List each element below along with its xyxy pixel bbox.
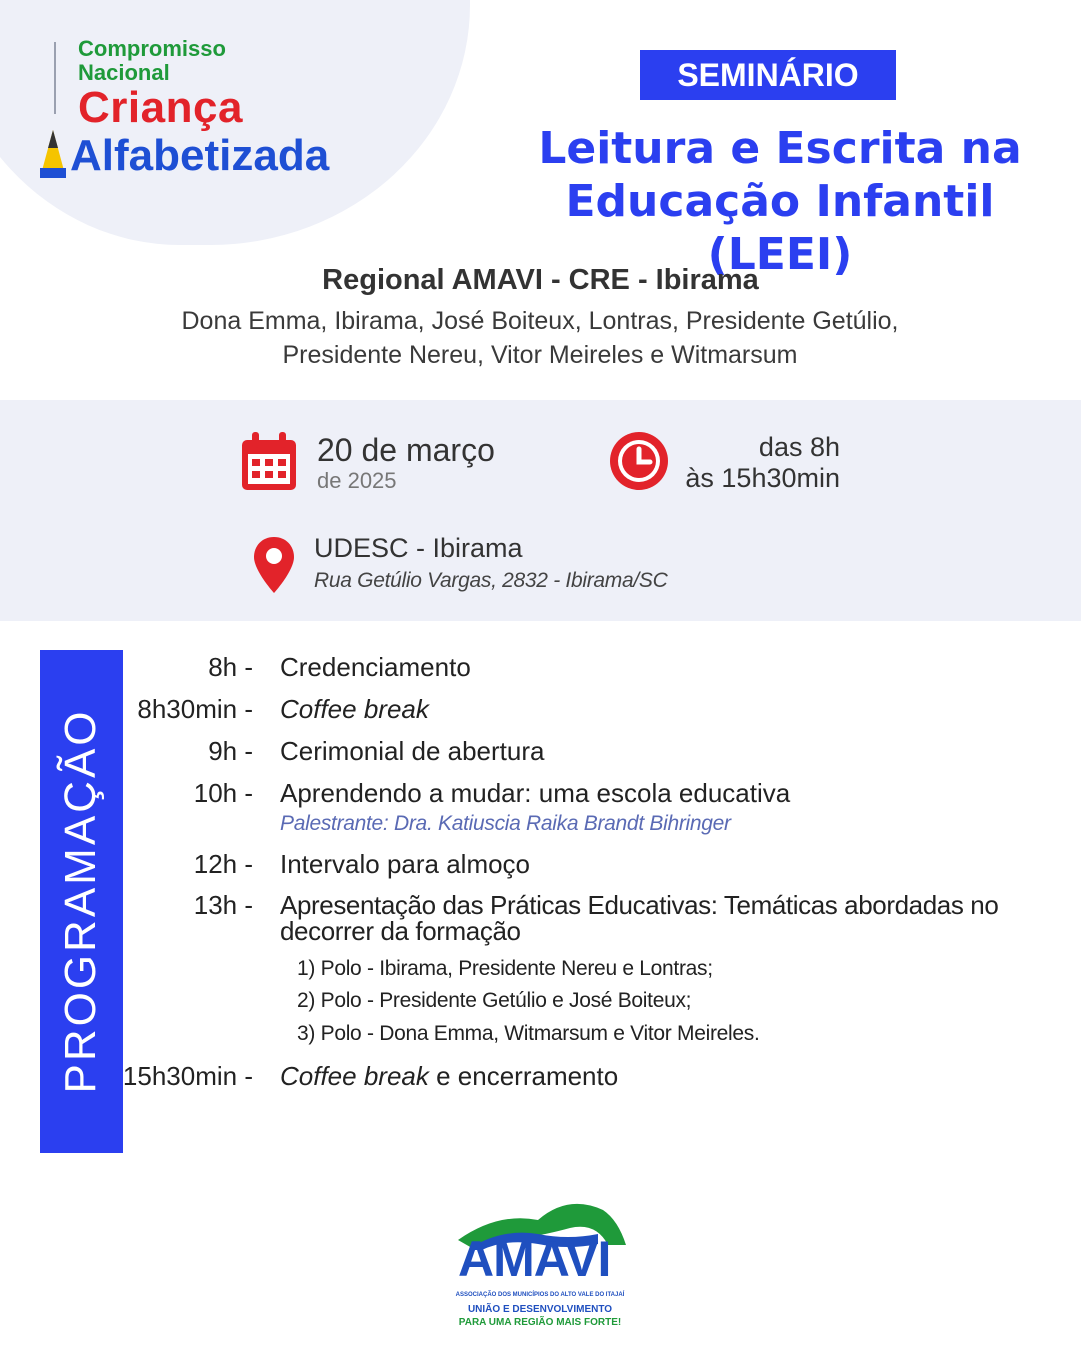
event-time-start: das 8h (758, 432, 840, 462)
location-pin-icon (252, 535, 296, 595)
pencil-icon (38, 128, 68, 180)
logo-text-line2: Nacional (78, 60, 170, 85)
polo-item: 3) Polo - Dona Emma, Witmarsum e Vitor Meireles. (297, 1022, 760, 1045)
schedule-desc (280, 1063, 1030, 1089)
schedule-time: 9h - (208, 736, 253, 766)
logo-text-line1: Compromisso (78, 36, 226, 61)
schedule-desc (280, 696, 1030, 722)
event-title-line2: Educação Infantil (LEEI) (565, 176, 995, 280)
schedule-time: 15h30min - (122, 1061, 253, 1091)
venue-name: UDESC - Ibirama (314, 533, 523, 563)
logo-text-line3: Criança (78, 83, 243, 132)
event-title (490, 122, 1070, 281)
calendar-icon (240, 432, 298, 492)
schedule-time: 8h30min - (137, 694, 253, 724)
schedule-desc-italic: Coffee break (280, 694, 429, 724)
polo-item: 1) Polo - Ibirama, Presidente Nereu e Lontras; (297, 957, 713, 980)
schedule-time: 12h - (193, 849, 253, 879)
venue-address: Rua Getúlio Vargas, 2832 - Ibirama/SC (314, 569, 668, 592)
amavi-slogan-line1: UNIÃO E DESENVOLVIMENTO (467, 1304, 613, 1315)
logo-divider (54, 42, 56, 114)
cities-list (140, 304, 940, 372)
event-date: 20 de março (317, 432, 495, 468)
schedule-time: 13h - (193, 890, 253, 920)
amavi-wordmark: AMAVI (458, 1231, 611, 1287)
polo-item: 2) Polo - Presidente Getúlio e José Boiteux; (297, 989, 692, 1012)
schedule-desc-rest: e encerramento (428, 1061, 619, 1091)
schedule-desc: Credenciamento (280, 652, 471, 682)
seminar-badge: SEMINÁRIO (640, 50, 896, 100)
cities-line1: Dona Emma, Ibirama, José Boiteux, Lontras, Presidente Getúlio, (181, 307, 899, 335)
cities-line2: Presidente Nereu, Vitor Meireles e Witmarsum (282, 341, 798, 369)
logo-text-line4: Alfabetizada (70, 131, 330, 180)
amavi-slogan-line2: PARA UMA REGIÃO MAIS FORTE! (458, 1317, 622, 1328)
event-year: de 2025 (317, 468, 397, 493)
amavi-logo (440, 1200, 640, 1335)
schedule-time: 10h - (193, 778, 253, 808)
amavi-association: ASSOCIAÇÃO DOS MUNICÍPIOS DO ALTO VALE DO ITAJAÍ (455, 1292, 625, 1298)
schedule-desc: Apresentação das Práticas Educativas: Temáticas abordadas no decorrer da formação (280, 890, 999, 946)
schedule-desc: Intervalo para almoço (280, 849, 531, 879)
schedule-desc: Cerimonial de abertura (280, 736, 545, 766)
schedule-desc: Aprendendo a mudar: uma escola educativa (280, 778, 791, 808)
schedule-desc-italic: Coffee break (280, 1061, 429, 1091)
speaker-name: Palestrante: Dra. Katiuscia Raika Brandt Bihringer (280, 812, 731, 835)
regional-title: Regional AMAVI - CRE - Ibirama (322, 264, 759, 296)
program-label: PROGRAMAÇÃO (56, 708, 105, 1094)
program-logo (38, 36, 418, 186)
event-title-line1: Leitura e Escrita na (538, 123, 1022, 174)
event-time-end: às 15h30min (685, 463, 840, 493)
schedule-time: 8h - (208, 652, 253, 682)
